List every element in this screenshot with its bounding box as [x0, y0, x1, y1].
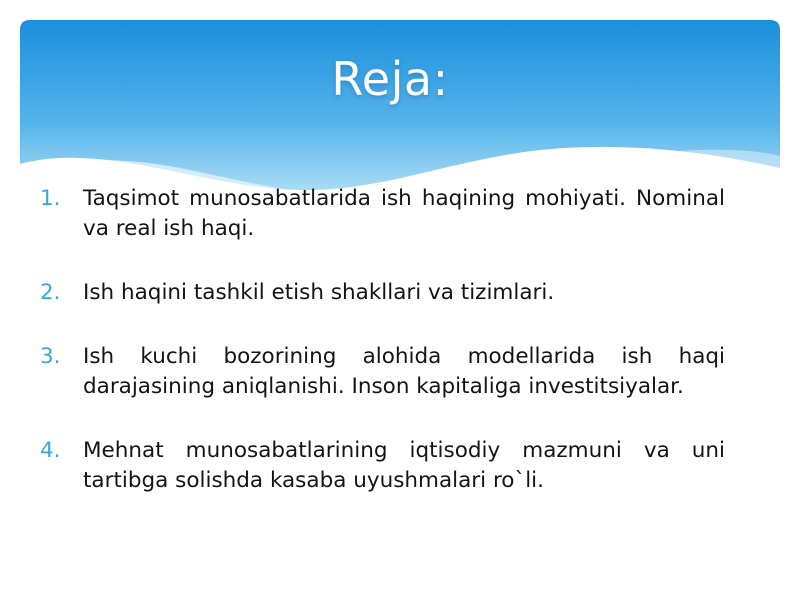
agenda-list: [40, 184, 725, 530]
agenda-item-text: Taqsimot munosabatlarida ish haqining mohiyati. Nominal va real ish haqi.: [83, 186, 725, 241]
agenda-item-text: Ish haqini tashkil etish shakllari va tizimlari.: [83, 280, 555, 305]
agenda-item-number: 2.: [40, 280, 61, 305]
agenda-item-number: 3.: [40, 344, 61, 369]
agenda-item-text: Ish kuchi bozorining alohida modellarida ish haqi darajasining aniqlanishi. Inson kapitaliga investitsiyalar.: [83, 344, 725, 399]
agenda-item-1: [40, 184, 725, 244]
agenda-item-number: 1.: [40, 186, 61, 211]
slide-title: Reja:: [331, 52, 449, 106]
agenda-item-text: Mehnat munosabatlarining iqtisodiy mazmuni va uni tartibga solishda kasaba uyushmalari ro`li.: [83, 438, 725, 493]
agenda-item-3: [40, 342, 725, 402]
agenda-item-2: [40, 278, 725, 308]
agenda-item-4: [40, 436, 725, 496]
agenda-item-number: 4.: [40, 438, 61, 463]
